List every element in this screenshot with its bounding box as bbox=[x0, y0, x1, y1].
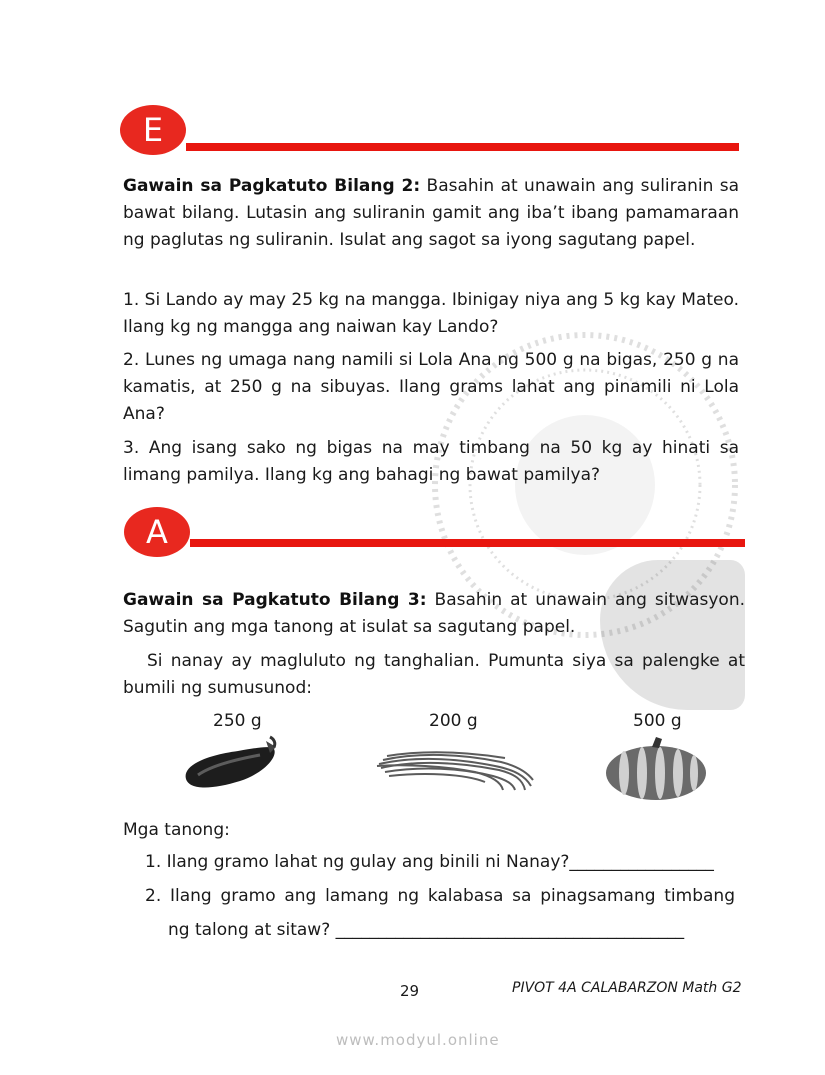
question-2-line-1: 2. Ilang gramo ang lamang ng kalabasa sa pinagsamang timbang bbox=[145, 886, 735, 906]
page-number: 29 bbox=[400, 982, 420, 1000]
footer-reference: PIVOT 4A CALABARZON Math G2 bbox=[512, 980, 742, 996]
problem-2: 2. Lunes ng umaga nang namili si Lola Ana ng 500 g na bigas, 250 g na kamatis, at 250 g na sibuyas. Ilang grams lahat ang pinamili ni Lola Ana? bbox=[123, 350, 739, 424]
section-e-instructions bbox=[123, 173, 739, 254]
squash-icon bbox=[604, 737, 708, 801]
activity-3-label: Gawain sa Pagkatuto Bilang 3: bbox=[123, 590, 427, 610]
activity-2-label: Gawain sa Pagkatuto Bilang 2: bbox=[123, 176, 421, 196]
problem-1: 1. Si Lando ay may 25 kg na mangga. Ibinigay niya ang 5 kg kay Mateo. Ilang kg ng mangga ang naiwan kay Lando? bbox=[123, 290, 739, 337]
item-eggplant-weight: 250 g bbox=[213, 711, 262, 731]
section-e-divider bbox=[186, 143, 739, 151]
string-beans-icon bbox=[375, 746, 535, 792]
question-2-line-2: ng talong at sitaw? _________________________________________ bbox=[168, 920, 685, 940]
questions-heading: Mga tanong: bbox=[123, 820, 230, 840]
item-squash-weight: 500 g bbox=[633, 711, 682, 731]
item-string-beans-weight: 200 g bbox=[429, 711, 478, 731]
section-a-divider bbox=[190, 539, 745, 547]
situation-text: Si nanay ay magluluto ng tanghalian. Pumunta siya sa palengke at bumili ng sumusunod: bbox=[123, 651, 745, 698]
section-a-badge: A bbox=[124, 507, 190, 557]
activity-3-text: Basahin at unawain ang sitwasyon. Sagutin ang mga tanong at isulat sa sagutang papel. bbox=[123, 590, 745, 637]
site-watermark: www.modyul.online bbox=[336, 1031, 500, 1049]
question-1: 1. Ilang gramo lahat ng gulay ang binili ni Nanay?_________________ bbox=[145, 852, 714, 872]
eggplant-icon bbox=[178, 735, 282, 793]
section-a-instructions bbox=[123, 587, 745, 641]
problem-3: 3. Ang isang sako ng bigas na may timbang na 50 kg ay hinati sa limang pamilya. Ilang kg ang bahagi ng bawat pamilya? bbox=[123, 438, 739, 485]
activity-2-text: Basahin at unawain ang suliranin sa bawat bilang. Lutasin ang suliranin gamit ang iba’t ibang pamamaraan ng paglutas ng suliranin. Isulat ang sagot sa iyong sagutang papel. bbox=[123, 176, 739, 250]
section-e-badge: E bbox=[120, 105, 186, 155]
